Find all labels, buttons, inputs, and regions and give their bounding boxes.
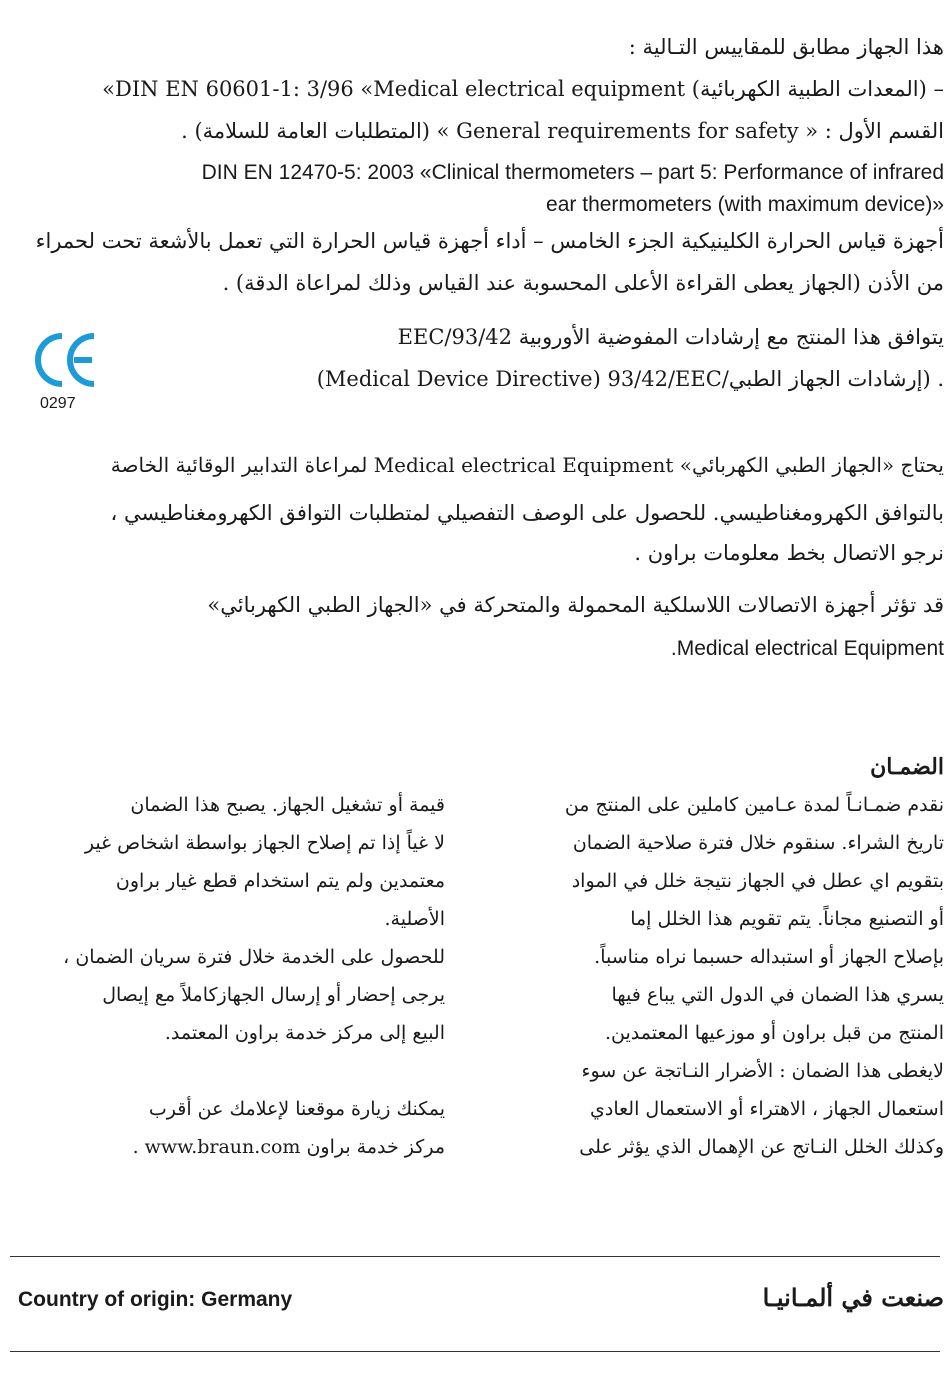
warranty-left-line: قيمة أو تشغيل الجهاز. يصبح هذا الضمان (130, 794, 445, 816)
emc-line-4: قد تؤثر أجهزة الاتصالات اللاسلكية المحمولة والمتحركة في «الجهاز الطبي الكهربائي» (207, 593, 944, 617)
emc-line-2: بالتوافق الكهرومغناطيسي. للحصول على الوصف التفصيلي لمتطلبات التوافق الكهرومغناطيسي ، (110, 501, 944, 525)
emc-line-3: نرجو الاتصال بخط معلومات براون . (634, 541, 944, 565)
emc-line-5: .Medical electrical Equipment (670, 637, 944, 660)
standards-line-2: «DIN EN 60601-1: 3/96 «Medical electrical equipment (المعدات الطبية الكهربائية) – (102, 77, 944, 101)
warranty-heading: الضمـان (870, 754, 944, 780)
directive-line-1: يتوافق هذا المنتج مع إرشادات المفوضية الأوروبية 93/42/EEC (397, 325, 944, 349)
warranty-right-line: المنتج من قبل براون أو موزعيها المعتمدين. (605, 1022, 944, 1044)
warranty-right-line: وكذلك الخلل النـاتج عن الإهمال الذي يؤثر على (579, 1136, 944, 1158)
footer-top-rule (10, 1256, 940, 1257)
warranty-left-line: يرجى إحضار أو إرسال الجهازكاملاً مع إيصال (102, 984, 445, 1006)
warranty-right-line: يسري هذا الضمان في الدول التي يباع فيها (611, 984, 944, 1006)
standards-line-7: من الأذن (الجهاز يعطى القراءة الأعلى المحسوبة عند القياس وذلك لمراعاة الدقة) . (222, 271, 944, 295)
footer-bottom-rule (10, 1351, 940, 1352)
standards-line-5: ear thermometers (with maximum device)» (546, 193, 944, 216)
country-of-origin-en: Country of origin: Germany (18, 1288, 293, 1311)
warranty-left-line: للحصول على الخدمة خلال فترة سريان الضمان ، (63, 946, 445, 968)
warranty-left-line: لا غياً إذا تم إصلاح الجهاز بواسطة اشخاص غير (84, 832, 445, 854)
directive-line-2: (Medical Device Directive) 93/42/EEC/إرشادات الجهاز الطبي) . (316, 367, 944, 391)
warranty-left-line: البيع إلى مركز خدمة براون المعتمد. (164, 1022, 445, 1044)
ce-mark-icon (34, 330, 98, 390)
warranty-right-line: بإصلاح الجهاز أو استبداله حسبما نراه مناسباً. (594, 946, 944, 968)
warranty-right-line: تاريخ الشراء. سنقوم خلال فترة صلاحية الضمان (572, 832, 944, 854)
warranty-right-line: استعمال الجهاز ، الاهتراء أو الاستعمال العادي (590, 1098, 944, 1120)
warranty-right-line: بتقويم اي عطل في الجهاز نتيجة خلل في المواد (571, 870, 944, 892)
warranty-left-line: مركز خدمة براون www.braun.com . (132, 1136, 445, 1158)
country-of-origin-ar: صنعت في ألمـانيـا (762, 1283, 944, 1312)
warranty-right-line: نقدم ضمـانـاً لمدة عـامين كاملين على المنتج من (564, 794, 944, 816)
warranty-right-line: لايغطى هذا الضمان : الأضرار النـاتجة عن سوء (581, 1060, 944, 1082)
ce-number: 0297 (40, 395, 76, 412)
emc-line-1: يحتاج «الجهاز الطبي الكهربائي» Medical electrical Equipment لمراعاة التدابير الوقائية الخاصة (110, 453, 944, 477)
standards-line-3: القسم الأول : « General requirements for safety » (المتطلبات العامة للسلامة) . (181, 119, 944, 143)
warranty-left-line: يمكنك زيارة موقعنا لإعلامك عن أقرب (148, 1098, 445, 1120)
warranty-right-line: أو التصنيع مجاناً. يتم تقويم هذا الخلل إما (630, 908, 944, 930)
warranty-left-line: الأصلية. (384, 908, 445, 930)
standards-line-4: DIN EN 12470-5: 2003 «Clinical thermometers – part 5: Performance of infrared (201, 161, 944, 184)
standards-intro: هذا الجهاز مطابق للمقاييس التـالية : (628, 35, 944, 59)
warranty-left-line: معتمدين ولم يتم استخدام قطع غيار براون (115, 870, 445, 892)
standards-line-6: أجهزة قياس الحرارة الكلينيكية الجزء الخامس – أداء أجهزة قياس الحرارة التي تعمل بالأشعة تحت لحمراء (35, 229, 944, 253)
